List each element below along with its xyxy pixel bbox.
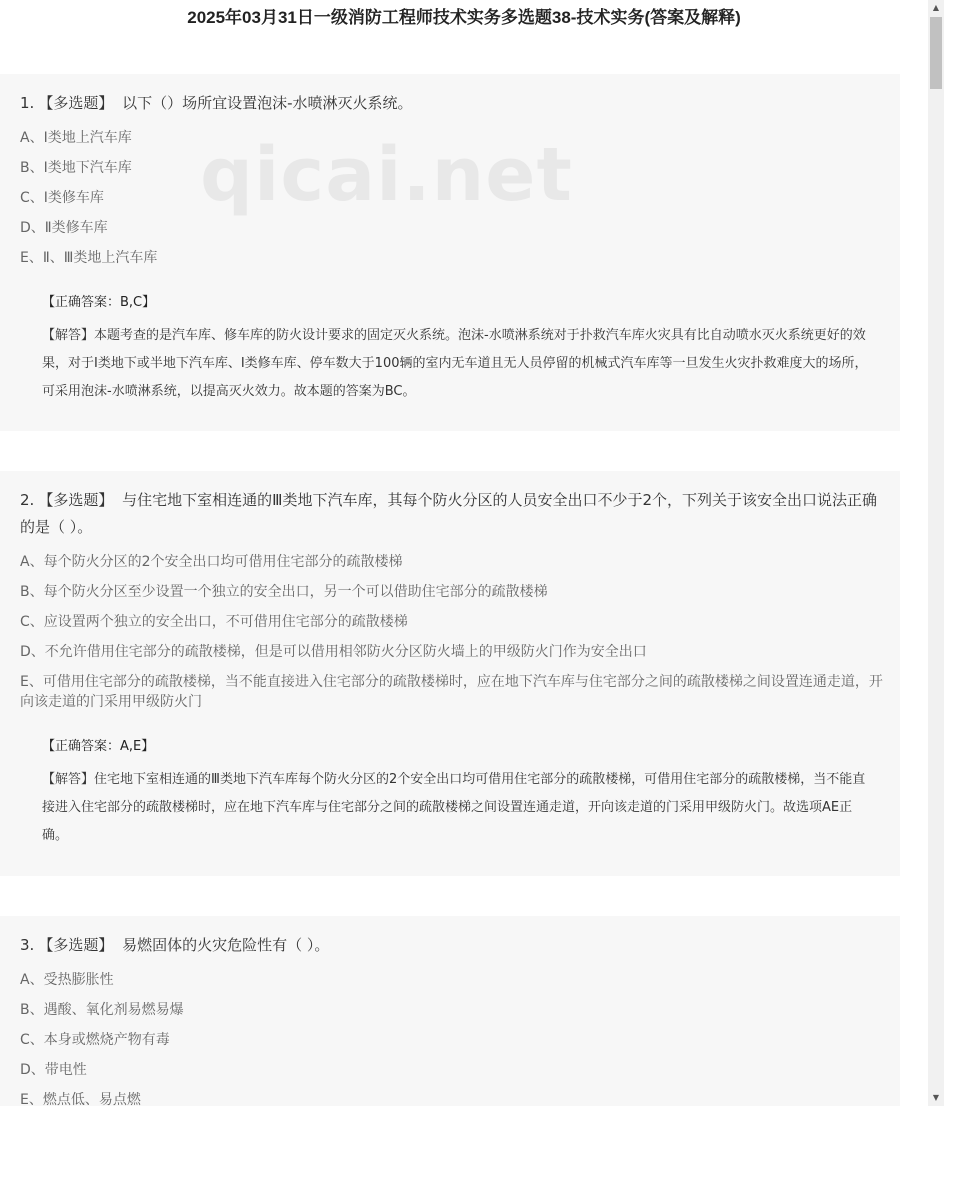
option-b: B、Ⅰ类地下汽车库 — [20, 160, 132, 176]
option-e: E、Ⅱ、Ⅲ类地上汽车库 — [20, 250, 158, 266]
page-title: 2025年03月31日一级消防工程师技术实务多选题38-技术实务(答案及解释) — [187, 8, 741, 27]
question-type: 【多选题】 — [38, 491, 114, 509]
correct-answer: 【正确答案：B,C】 — [42, 295, 156, 310]
scrollbar-thumb[interactable] — [930, 17, 942, 89]
option-e: E、可借用住宅部分的疏散楼梯，当不能直接进入住宅部分的疏散楼梯时，应在地下汽车库与住宅部分之间的疏散楼梯之间设置连通走道，开向该走道的门采用甲级防火门 — [20, 674, 883, 710]
question-text: 与住宅地下室相连通的Ⅲ类地下汽车库，其每个防火分区的人员安全出口不少于2个，下列关于该安全出口说法正确的是（ ）。 — [20, 491, 877, 536]
option-c: C、Ⅰ类修车库 — [20, 190, 104, 206]
correct-answer: 【正确答案：A,E】 — [42, 739, 155, 754]
question-card-1 — [0, 74, 900, 431]
question-type: 【多选题】 — [38, 936, 114, 954]
option-b: B、遇酸、氧化剂易燃易爆 — [20, 1002, 184, 1018]
option-a: A、Ⅰ类地上汽车库 — [20, 130, 132, 146]
option-d: D、带电性 — [20, 1062, 87, 1078]
option-e: E、燃点低、易点燃 — [20, 1092, 141, 1106]
question-number: 3. — [20, 936, 35, 954]
question-text: 易燃固体的火灾危险性有（ ）。 — [122, 936, 330, 954]
scroll-up-arrow-icon[interactable]: ▲ — [932, 3, 940, 12]
option-c: C、应设置两个独立的安全出口，不可借用住宅部分的疏散楼梯 — [20, 614, 408, 630]
question-number: 1. — [20, 94, 35, 112]
question-card-2 — [0, 471, 900, 876]
question-stem — [20, 932, 886, 959]
option-a: A、每个防火分区的2个安全出口均可借用住宅部分的疏散楼梯 — [20, 554, 403, 570]
answer-section — [42, 735, 886, 850]
scroll-down-arrow-icon[interactable]: ▼ — [932, 1093, 940, 1102]
option-b: B、每个防火分区至少设置一个独立的安全出口，另一个可以借助住宅部分的疏散楼梯 — [20, 584, 548, 600]
option-d: D、Ⅱ类修车库 — [20, 220, 108, 236]
option-d: D、不允许借用住宅部分的疏散楼梯，但是可以借用相邻防火分区防火墙上的甲级防火门作为安全出口 — [20, 644, 647, 660]
question-text: 以下（）场所宜设置泡沫-水喷淋灭火系统。 — [122, 94, 413, 112]
explanation: 【解答】本题考查的是汽车库、修车库的防火设计要求的固定灭火系统。泡沫-水喷淋系统对于扑救汽车库火灾具有比自动喷水灭火系统更好的效果，对于Ⅰ类地下或半地下汽车库、Ⅰ类修车库、停车数大于100辆的室内无车道且无人员停留的机械式汽车库等一旦发生火灾扑救难度大的场所，可采用泡沫-水喷淋系统，以提高灭火效力。故本题的答案为BC。 — [42, 328, 868, 399]
question-number: 2. — [20, 491, 35, 509]
explanation: 【解答】住宅地下室相连通的Ⅲ类地下汽车库每个防火分区的2个安全出口均可借用住宅部分的疏散楼梯，可借用住宅部分的疏散楼梯，当不能直接进入住宅部分的疏散楼梯时，应在地下汽车库与住宅部分之间的疏散楼梯之间设置连通走道，开向该走道的门采用甲级防火门。故选项AE正确。 — [42, 772, 866, 843]
answer-section — [42, 291, 886, 406]
option-a: A、受热膨胀性 — [20, 972, 114, 988]
vertical-scrollbar[interactable] — [928, 0, 944, 1106]
question-stem — [20, 487, 886, 541]
question-type: 【多选题】 — [38, 94, 114, 112]
question-stem — [20, 90, 886, 117]
question-card-3 — [0, 916, 900, 1106]
option-c: C、本身或燃烧产物有毒 — [20, 1032, 170, 1048]
